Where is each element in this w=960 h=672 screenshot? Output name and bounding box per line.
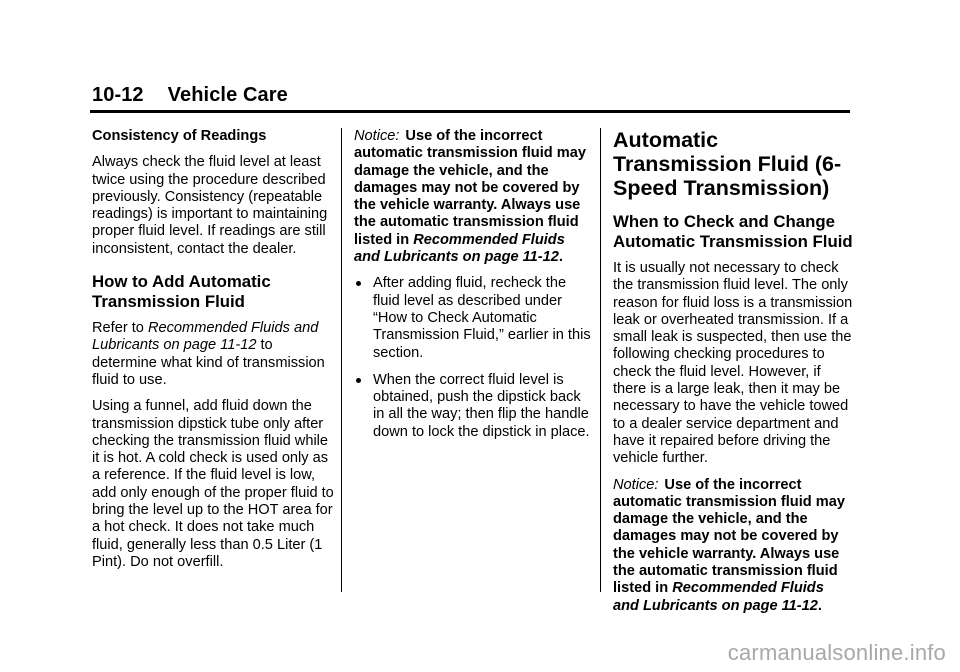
refer-link[interactable]: Recommended Fluids and Lubricants on page 11-12 <box>92 320 319 354</box>
column-divider-1 <box>341 128 342 592</box>
column-2 <box>354 128 594 451</box>
steps-list <box>354 275 594 441</box>
column-1 <box>92 128 334 580</box>
subsection-heading: When to Check and Change Automatic Transmission Fluid <box>613 212 853 251</box>
notice-block <box>613 477 853 615</box>
refer-paragraph <box>92 320 334 389</box>
section-title: Vehicle Care <box>167 84 288 106</box>
section-heading: Automatic Transmission Fluid (6-Speed Transmission) <box>613 128 842 200</box>
add-fluid-heading: How to Add Automatic Transmission Fluid <box>92 272 271 312</box>
notice-text: Use of the incorrect automatic transmission fluid may damage the vehicle, and the damages may not be covered by the vehicle warranty. Always use the automatic transmission fluid listed in <box>613 476 845 597</box>
notice-label: Notice: <box>354 128 400 144</box>
notice-label: Notice: <box>613 476 659 493</box>
consistency-heading: Consistency of Readings <box>92 128 267 144</box>
watermark: carmanualsonline.info <box>727 640 946 665</box>
body-paragraph: It is usually not necessary to check the transmission fluid level. The only reason for fluid loss is a transmission leak or overheated transmission. If a small leak is suspected, then use the following checking procedures to check the fluid level. However, if there is a large leak, then it may be necessary to have the vehicle towed to a dealer service department and have it repaired before driving the vehicle further. <box>613 260 853 467</box>
bullet-icon <box>356 378 361 383</box>
notice-link[interactable]: Recommended Fluids and Lubricants on page 11-12 <box>354 231 565 266</box>
list-item-text: When the correct fluid level is obtained, push the dipstick back in all the way; then flip the handle down to lock the dipstick in place. <box>373 371 590 440</box>
list-item-text: After adding fluid, recheck the fluid level as described under “How to Check Automatic Transmission Fluid,” earlier in this section. <box>373 275 591 361</box>
consistency-paragraph: Always check the fluid level at least twice using the procedure described previously. Consistency (repeatable readings) is important to maintaining proper fluid level. If readings are still inconsistent, contact the dealer. <box>92 154 328 257</box>
list-item <box>354 275 594 361</box>
notice-end: . <box>817 597 822 614</box>
column-3 <box>613 128 853 624</box>
funnel-paragraph: Using a funnel, add fluid down the transmission dipstick tube only after checking the transmission fluid while it is hot. A cold check is used only as a reference. If the fluid level is low, add only enough of the proper fluid to bring the level up to the HOT area for a hot check. It does not take much fluid, generally less than 0.5 Liter (1 Pint). Do not overfill. <box>92 398 334 570</box>
notice-link[interactable]: Recommended Fluids and Lubricants on page 11-12 <box>613 580 824 614</box>
list-item <box>354 372 594 441</box>
header-rule <box>90 110 850 113</box>
refer-suffix: to determine what kind of transmission fluid to use. <box>92 337 325 388</box>
bullet-icon <box>356 281 361 286</box>
refer-prefix: Refer to <box>92 320 148 337</box>
notice-end: . <box>558 249 563 266</box>
page-number: 10-12 <box>92 84 144 106</box>
notice-text: Use of the incorrect automatic transmission fluid may damage the vehicle, and the damages may not be covered by the vehicle warranty. Always use the automatic transmission fluid listed in <box>354 128 586 248</box>
notice-block <box>354 128 594 266</box>
column-divider-2 <box>600 128 601 592</box>
page-header <box>92 84 288 107</box>
